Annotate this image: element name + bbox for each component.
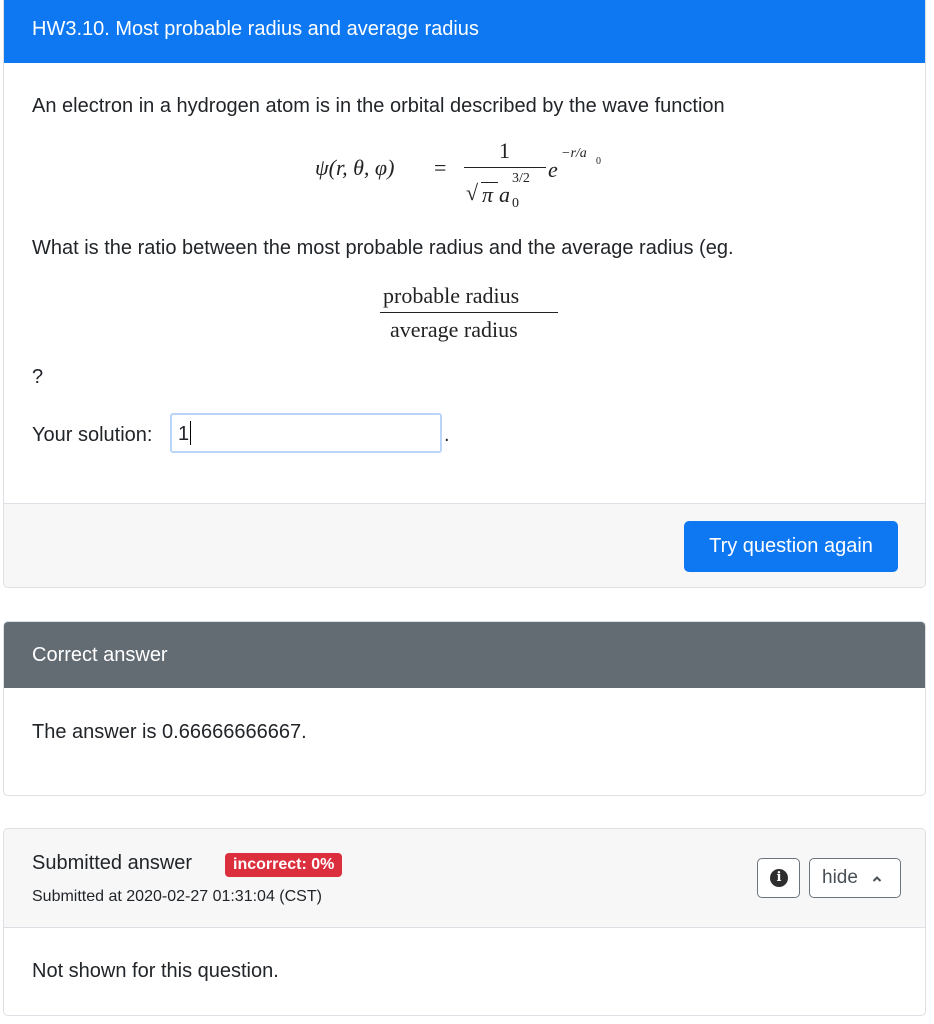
solution-trailing-period: . (444, 424, 450, 446)
submitted-answer-header (4, 829, 925, 928)
question-mark: ? (32, 366, 44, 388)
exp-power: −r/a (561, 146, 587, 161)
text-caret (190, 421, 191, 445)
correct-answer-card (3, 621, 926, 796)
ratio-denominator: average radius (390, 317, 518, 342)
submitted-answer-title: Submitted answer (32, 852, 193, 874)
correct-answer-title: Correct answer (32, 644, 168, 666)
question-prompt: What is the ratio between the most probable radius and the average radius (eg. (32, 237, 734, 259)
info-icon: i (770, 869, 788, 887)
formula-numerator: 1 (499, 138, 510, 163)
pi-symbol: π (482, 182, 494, 207)
sqrt-symbol: √ (466, 180, 479, 205)
formula-fraction-bar (464, 167, 546, 168)
question-intro: An electron in a hydrogen atom is in the orbital described by the wave function (32, 95, 725, 117)
hide-label: hide (822, 867, 858, 888)
try-again-button[interactable]: Try question again (684, 521, 898, 572)
correct-answer-header (4, 622, 925, 688)
question-header (4, 0, 925, 63)
submitted-answer-body: Not shown for this question. (32, 960, 279, 982)
ratio-numerator: probable radius (383, 283, 520, 308)
a-subscript: 0 (512, 196, 519, 211)
wavefunction-lhs: ψ(r, θ, φ) (315, 155, 395, 180)
equals-sign: = (434, 155, 447, 180)
exp-base: e (548, 157, 558, 182)
hide-button[interactable] (809, 858, 901, 898)
question-card (3, 0, 926, 588)
status-badge: incorrect: 0% (225, 853, 342, 877)
solution-label: Your solution: (32, 424, 153, 446)
correct-answer-text: The answer is 0.66666666667. (32, 721, 307, 743)
info-button[interactable] (757, 858, 800, 898)
question-title: HW3.10. Most probable radius and average radius (32, 18, 479, 40)
question-footer (4, 503, 925, 588)
submission-timestamp: Submitted at 2020-02-27 01:31:04 (CST) (32, 888, 322, 905)
exp-power-subscript: 0 (596, 156, 601, 167)
a-symbol: a (499, 182, 510, 207)
a-superscript: 3/2 (512, 171, 530, 186)
solution-value: 1 (178, 423, 190, 445)
solution-input[interactable] (170, 413, 442, 453)
ratio-fraction-bar (380, 312, 558, 313)
chevron-up-icon (872, 874, 882, 884)
submitted-answer-card (3, 828, 926, 1016)
